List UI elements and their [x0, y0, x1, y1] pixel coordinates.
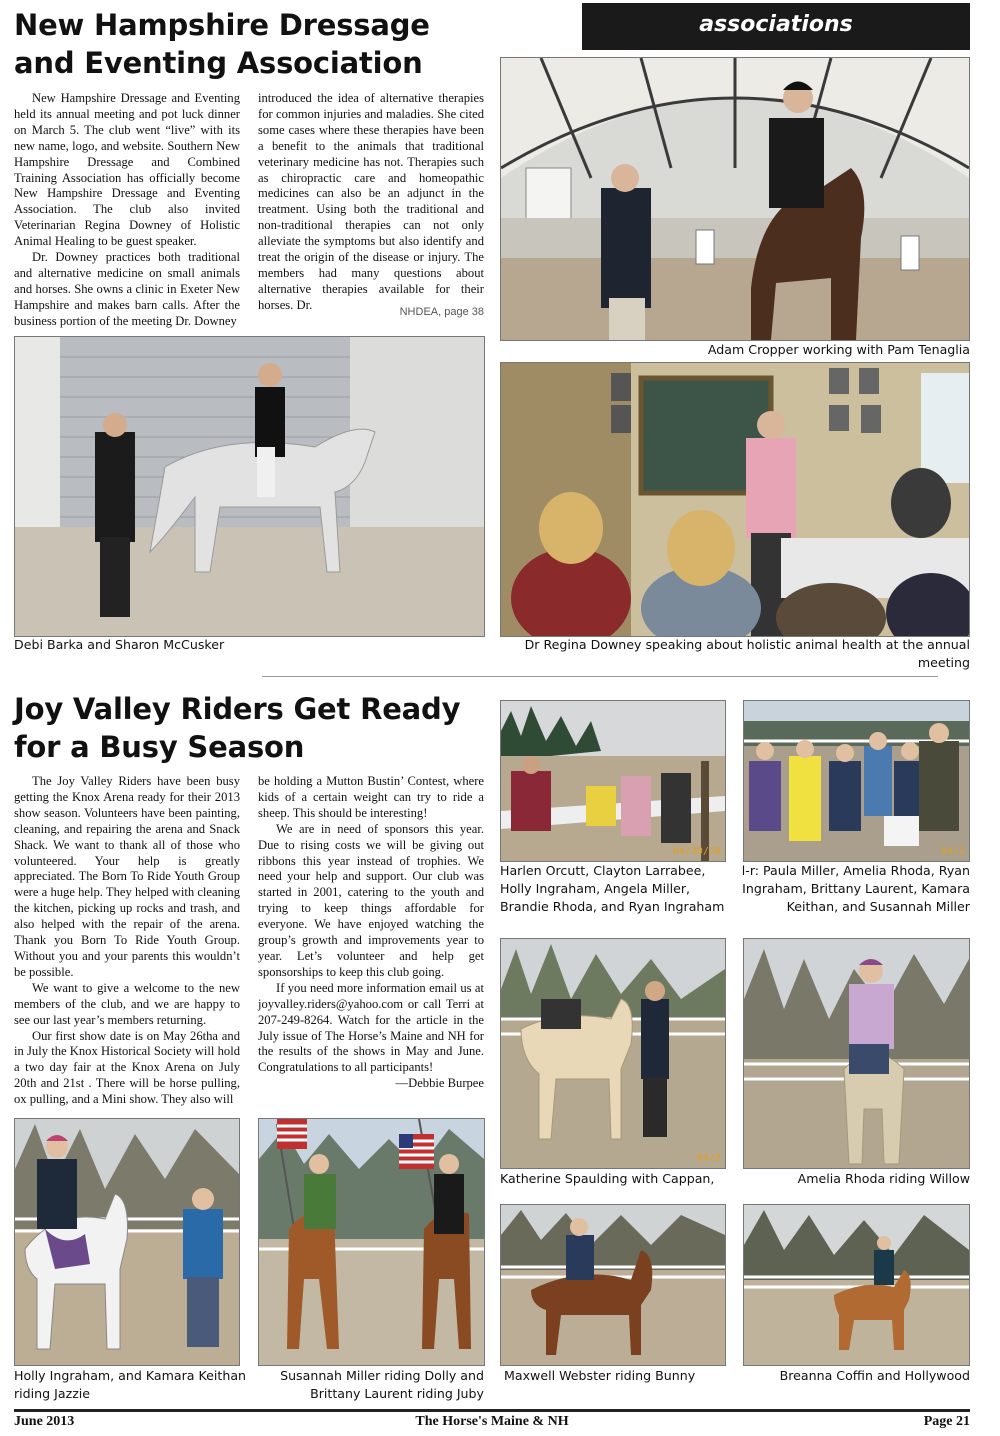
caption-breanna: Breanna Coffin and Hollywood [779, 1368, 970, 1383]
footer-publication: The Horse's Maine & NH [415, 1414, 569, 1429]
article2-column-2 [258, 774, 484, 1092]
paragraph: If you need more information email us at joyvalley.riders@yahoo.com or call Terri at 207-249-8264. Watch for the article in the July issue of The Horse’s Maine and NH for the results of the shows in May and June. Congratulations to all participants! [258, 980, 484, 1075]
photo-date-stamp: 04/20/20 [672, 846, 721, 857]
photo-barka-dressage [14, 336, 485, 637]
caption-maxwell: Maxwell Webster riding Bunny [504, 1368, 696, 1383]
paragraph: be holding a Mutton Bustin’ Contest, where kids of a certain weight can try to ride a sheep. This should be interesting! [258, 774, 484, 820]
section-banner [582, 3, 970, 50]
signature: —Debbie Burpee [395, 1076, 484, 1091]
paragraph: The Joy Valley Riders have been busy getting the Knox Arena ready for their 2013 show season. Volunteers have been painting, cleaning, and repairing the arena and Snack Shack. We want to thank all of those who volunteered. Your help is greatly appreciated. The Born To Ride Youth Group were a huge help. They helped with cleaning the kitchen, picking up rocks and trash, and also helped with the repair of the arena. Thank you Born To Ride Youth Group. Without you and your parents this wouldn’t be possible. [14, 774, 240, 979]
article1-column-2 [258, 91, 484, 314]
photo-youth-group [743, 700, 970, 862]
caption-group: l-r: Paula Miller, Amelia Rhoda, Ryan Ingraham, Brittany Laurent, Kamara Keithan, and Susannah Miller [741, 863, 970, 914]
caption-holly: Holly Ingraham, and Kamara Keithan riding Jazzie [14, 1368, 247, 1401]
caption-amelia: Amelia Rhoda riding Willow [797, 1171, 970, 1186]
caption-cropper: Adam Cropper working with Pam Tenaglia [707, 342, 970, 357]
paragraph: Our first show date is on May 26tha and in July the Knox Historical Society will hold a two day fair at the Knox Arena on July 20th and 21st . There will be horse pulling, ox pulling, and a Mini show. They also will [14, 1028, 240, 1107]
photo-maxwell-bunny [500, 1204, 726, 1366]
photo-holly-jazzie [14, 1118, 240, 1366]
article2-column-1 [14, 774, 240, 1108]
photo-breanna-hollywood [743, 1204, 970, 1366]
caption-barka: Debi Barka and Sharon McCusker [14, 637, 225, 652]
photo-volunteers-fence [500, 700, 726, 862]
caption-downey: Dr Regina Downey speaking about holistic animal health at the annual meeting [524, 637, 970, 670]
photo-katherine-cappan [500, 938, 726, 1169]
caption-orcutt: Harlen Orcutt, Clayton Larrabee, Holly Ingraham, Angela Miller, Brandie Rhoda, and Ryan Ingraham [500, 863, 725, 914]
photo-date-stamp: 04/2 [696, 1153, 721, 1164]
paragraph: New Hampshire Dressage and Eventing held its annual meeting and pot luck dinner on March 5. The club went “live” with its new name, logo, and website. Southern New Hampshire Dressage and Combined Training Association has officially become New Hampshire Dressage and Eventing Association. The club also invited Veterinarian Regina Downey of Holistic Animal Healing to be guest speaker. [14, 91, 240, 249]
section-divider [262, 676, 938, 677]
photo-cropper-riding [500, 57, 970, 341]
paragraph: We are in need of sponsors this year. Due to rising costs we will be giving out ribbons this year instead of trophies. We need your help and support. Our club was started in 2001, catering to the youth and trying to keep things affordable for everyone. We have enjoyed watching the group’s growth and improvements year to year. Let’s volunteer and help get sponsorships to keep this club going. [258, 821, 484, 979]
article1-headline: New Hampshire Dressage and Eventing Association [14, 8, 430, 80]
photo-amelia-willow [743, 938, 970, 1169]
continued-note: NHDEA, page 38 [399, 306, 484, 318]
article2-headline: Joy Valley Riders Get Ready for a Busy Season [14, 692, 461, 764]
caption-katherine: Katherine Spaulding with Cappan, [500, 1171, 715, 1186]
paragraph: We want to give a welcome to the new members of the club, and we are happy to see our last year’s members returning. [14, 980, 240, 1027]
footer-rule [14, 1409, 970, 1412]
footer-page-number: Page 21 [923, 1414, 970, 1429]
caption-susannah: Susannah Miller riding Dolly and Brittany Laurent riding Juby [280, 1368, 484, 1401]
photo-susannah-brittany [258, 1118, 485, 1366]
photo-downey-speaking [500, 362, 970, 637]
paragraph: Dr. Downey practices both traditional and alternative medicine on small animals and horses. She owns a clinic in Exeter New Hampshire and makes barn calls. After the business portion of the meeting Dr. Downey [14, 250, 240, 328]
section-label: associations [699, 12, 853, 37]
photo-date-stamp: 04/2 [940, 846, 965, 857]
article1-column-1 [14, 91, 240, 330]
paragraph: introduced the idea of alternative therapies for common injuries and maladies. She cited some cases where these therapies have been a benefit to the animals that traditional veterinary medicine has not. Therapies such as chiropractic care and homeopathic medicines can also be an adjunct in the treatment. Using both the traditional and non-traditional therapies can not only alleviate the symptoms but also identify and treat the origin of the disease or injury. The members had many questions about alternative therapies available for their horses. Dr. [258, 91, 484, 312]
footer-date: June 2013 [14, 1414, 75, 1429]
